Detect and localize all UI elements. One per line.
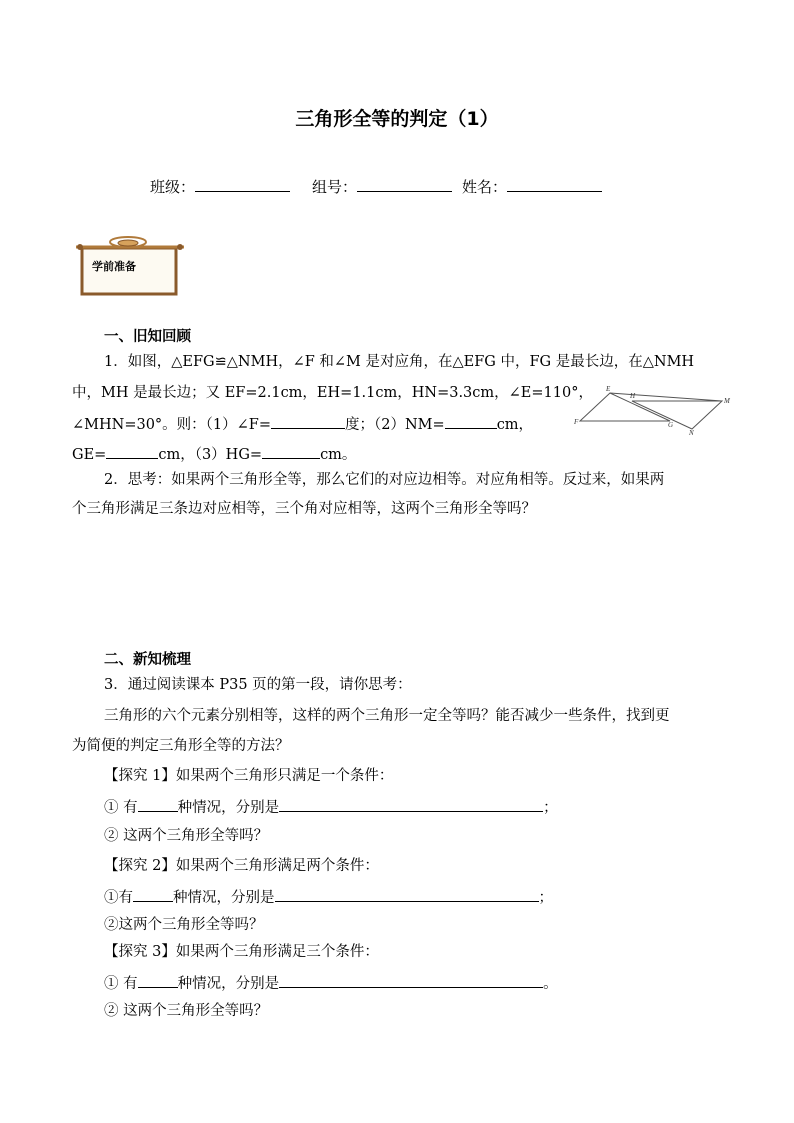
e1-a: ① 有 bbox=[104, 800, 138, 816]
group-field bbox=[312, 176, 452, 197]
q1-line3 bbox=[72, 413, 533, 435]
q1-line3-c: cm， bbox=[496, 417, 534, 433]
class-label: 班级： bbox=[150, 178, 196, 196]
explore2-question: ②这两个三角形全等吗？ bbox=[104, 917, 264, 933]
q1-line4-b: cm，（3）HG= bbox=[158, 447, 263, 463]
e1-c: ； bbox=[543, 800, 558, 816]
e1-b: 种情况，分别是 bbox=[177, 800, 280, 816]
hg-blank[interactable] bbox=[262, 443, 320, 459]
class-blank[interactable] bbox=[195, 176, 290, 192]
e2-cases-blank[interactable] bbox=[275, 886, 539, 902]
q1-line3-b: 度；（2）NM= bbox=[345, 417, 445, 433]
e3-count-blank[interactable] bbox=[138, 972, 178, 988]
name-field bbox=[462, 176, 602, 197]
section1-heading: 一、旧知回顾 bbox=[104, 329, 191, 345]
explore3-line1 bbox=[104, 972, 558, 994]
e2-count-blank[interactable] bbox=[133, 886, 173, 902]
label-f: F bbox=[574, 418, 579, 426]
explore3-question: ② 这两个三角形全等吗？ bbox=[104, 1003, 269, 1019]
label-g: G bbox=[668, 421, 674, 429]
e2-b: 种情况，分别是 bbox=[173, 890, 275, 906]
group-blank[interactable] bbox=[357, 176, 452, 192]
angle-f-blank[interactable] bbox=[271, 413, 345, 429]
e1-count-blank[interactable] bbox=[138, 796, 178, 812]
explore3-heading: 【探究 3】如果两个三角形满足三个条件： bbox=[104, 944, 379, 960]
explore1-question: ② 这两个三角形全等吗？ bbox=[104, 828, 269, 844]
e1-cases-blank[interactable] bbox=[279, 796, 543, 812]
q2-line2: 个三角形满足三条边对应相等，三个角对应相等，这两个三角形全等吗？ bbox=[72, 501, 536, 517]
q3-line: 3．通过阅读课本 P35 页的第一段，请你思考： bbox=[104, 677, 412, 693]
name-label: 姓名： bbox=[462, 178, 508, 196]
e3-b: 种情况，分别是 bbox=[177, 976, 280, 992]
e2-c: ； bbox=[538, 890, 553, 906]
e3-c: 。 bbox=[543, 976, 558, 992]
q3-text1: 三角形的六个元素分别相等，这样的两个三角形一定全等吗？能否减少一些条件，找到更 bbox=[104, 708, 670, 724]
explore1-heading: 【探究 1】如果两个三角形只满足一个条件： bbox=[104, 768, 394, 784]
q1-line4-a: GE= bbox=[72, 447, 107, 463]
q1-line4 bbox=[72, 443, 356, 465]
group-label: 组号： bbox=[312, 178, 358, 196]
ge-blank[interactable] bbox=[106, 443, 158, 459]
nm-blank[interactable] bbox=[445, 413, 497, 429]
q1-line1: 1．如图，△EFG≌△NMH，∠F 和∠M 是对应角，在△EFG 中，FG 是最长边，在△NMH bbox=[104, 354, 695, 370]
q3-text2: 为简便的判定三角形全等的方法？ bbox=[72, 738, 290, 754]
e2-a: ①有 bbox=[104, 890, 133, 906]
e3-cases-blank[interactable] bbox=[279, 972, 543, 988]
label-e: E bbox=[606, 385, 611, 393]
triangle-figure bbox=[572, 383, 732, 435]
page-title: 三角形全等的判定（1） bbox=[295, 108, 499, 130]
label-h: H bbox=[630, 392, 636, 400]
banner-label: 学前准备 bbox=[92, 260, 136, 273]
q1-line4-c: cm。 bbox=[320, 447, 357, 463]
class-field bbox=[150, 176, 290, 197]
label-m: M bbox=[724, 397, 730, 405]
explore2-heading: 【探究 2】如果两个三角形满足两个条件： bbox=[104, 858, 379, 874]
section2-heading: 二、新知梳理 bbox=[104, 652, 191, 668]
q2-line1: 2．思考：如果两个三角形全等，那么它们的对应边相等。对应角相等。反过来，如果两 bbox=[104, 472, 665, 488]
explore2-line1 bbox=[104, 886, 553, 908]
explore1-line1 bbox=[104, 796, 558, 818]
name-blank[interactable] bbox=[507, 176, 602, 192]
section-banner bbox=[76, 234, 184, 296]
q1-line2: 中，MH 是最长边；又 EF=2.1cm，EH=1.1cm，HN=3.3cm，∠E=110°， bbox=[72, 385, 593, 401]
q1-line3-a: ∠MHN=30°。则：（1）∠F= bbox=[72, 417, 272, 433]
e3-a: ① 有 bbox=[104, 976, 138, 992]
label-n: N bbox=[689, 429, 694, 435]
congruent-triangles-diagram bbox=[572, 383, 732, 435]
